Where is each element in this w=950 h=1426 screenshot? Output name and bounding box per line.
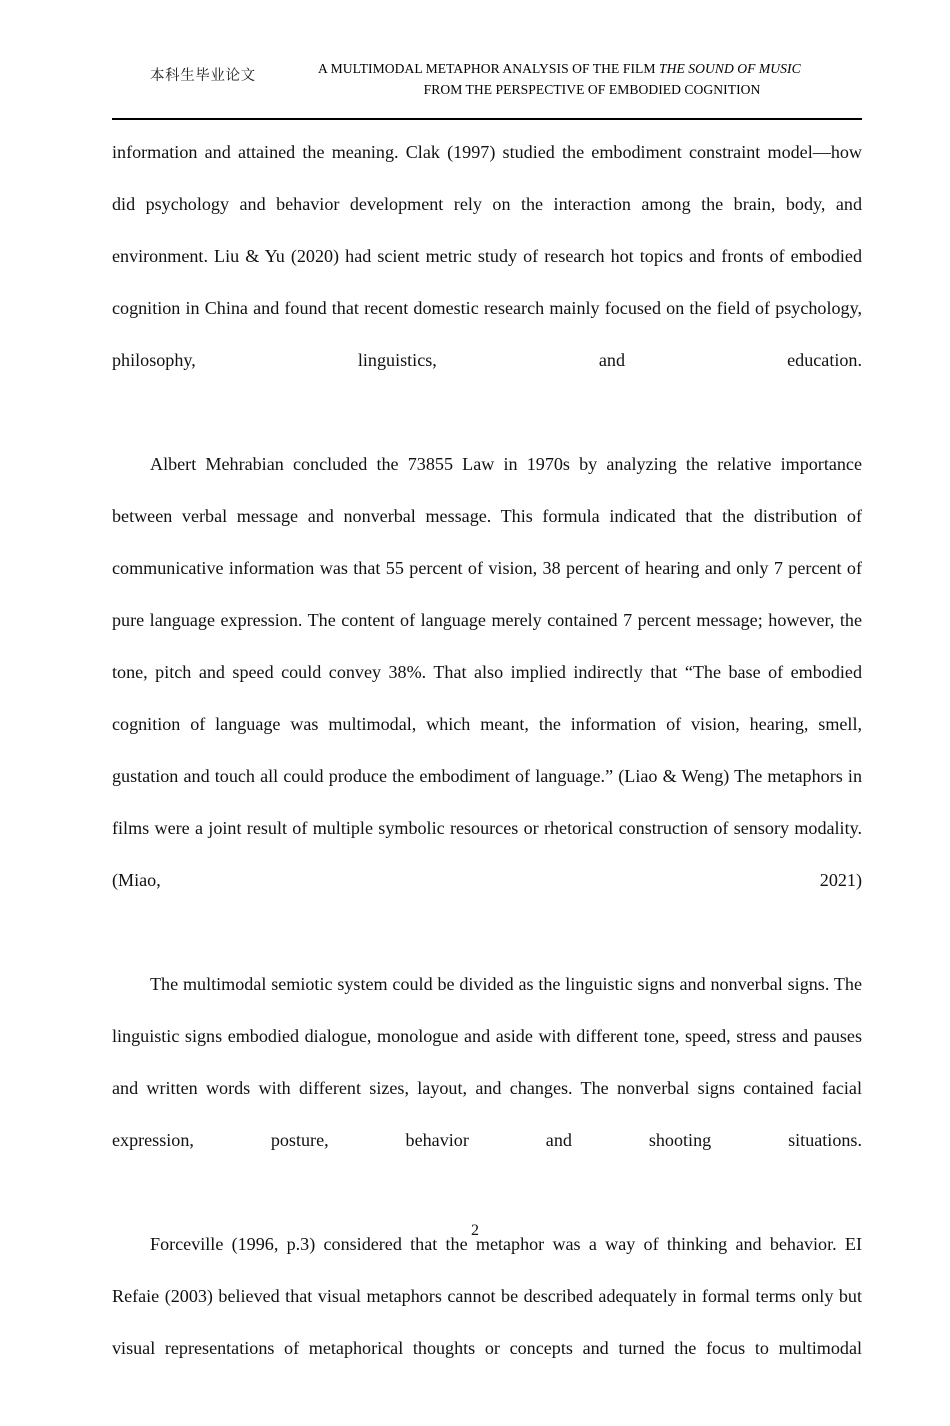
paragraph-3: The multimodal semiotic system could be divided as the linguistic signs and nonverbal signs. The linguistic signs embodied dialogue, monologue and aside with different tone, speed, stress and pauses and written words with different sizes, layout, and changes. The nonverbal signs contained facial expression, posture, behavior and shooting situations. xyxy=(112,974,862,1150)
header-title-line-1-text: A MULTIMODAL METAPHOR ANALYSIS OF THE FILM xyxy=(318,61,659,76)
header-thesis-label-chinese: 本科生毕业论文 xyxy=(150,68,256,84)
paragraph-1: information and attained the meaning. Clak (1997) studied the embodiment constraint model—how did psychology and behavior development rely on the interaction among the brain, body, and environment. Liu & Yu (2020) had scient metric study of research hot topics and fronts of embodied cognition in China and found that recent domestic research mainly focused on the field of psychology, philosophy, linguistics, and education. xyxy=(112,142,862,370)
header-title-line-2: FROM THE PERSPECTIVE OF EMBODIED COGNITION xyxy=(423,82,761,97)
page-number: 2 xyxy=(471,1222,479,1239)
header-title-line-1 xyxy=(318,58,872,79)
header-divider-rule xyxy=(112,118,862,120)
header-thesis-title xyxy=(312,58,872,100)
paragraph-2: Albert Mehrabian concluded the 73855 Law in 1970s by analyzing the relative importance between verbal message and nonverbal message. This formula indicated that the distribution of communicative information was that 55 percent of vision, 38 percent of hearing and only 7 percent of pure language expression. The content of language merely contained 7 percent message; however, the tone, pitch and speed could convey 38%. That also implied indirectly that “The base of embodied cognition of language was multimodal, which meant, the information of vision, hearing, smell, gustation and touch all could produce the embodiment of language.” (Liao & Weng) The metaphors in films were a joint result of multiple symbolic resources or rhetorical construction of sensory modality. (Miao, 2021) xyxy=(112,454,862,890)
running-header xyxy=(112,58,872,110)
header-film-title-italic: THE SOUND OF MUSIC xyxy=(658,61,801,76)
paragraph-4: Forceville (1996, p.3) considered that the metaphor was a way of thinking and behavior. EI Refaie (2003) believed that visual metaphors cannot be described adequately in formal terms only but visual representations of metaphorical thoughts or concepts and turned the focus to multimodal xyxy=(112,1234,862,1358)
page-footer xyxy=(0,1222,950,1240)
